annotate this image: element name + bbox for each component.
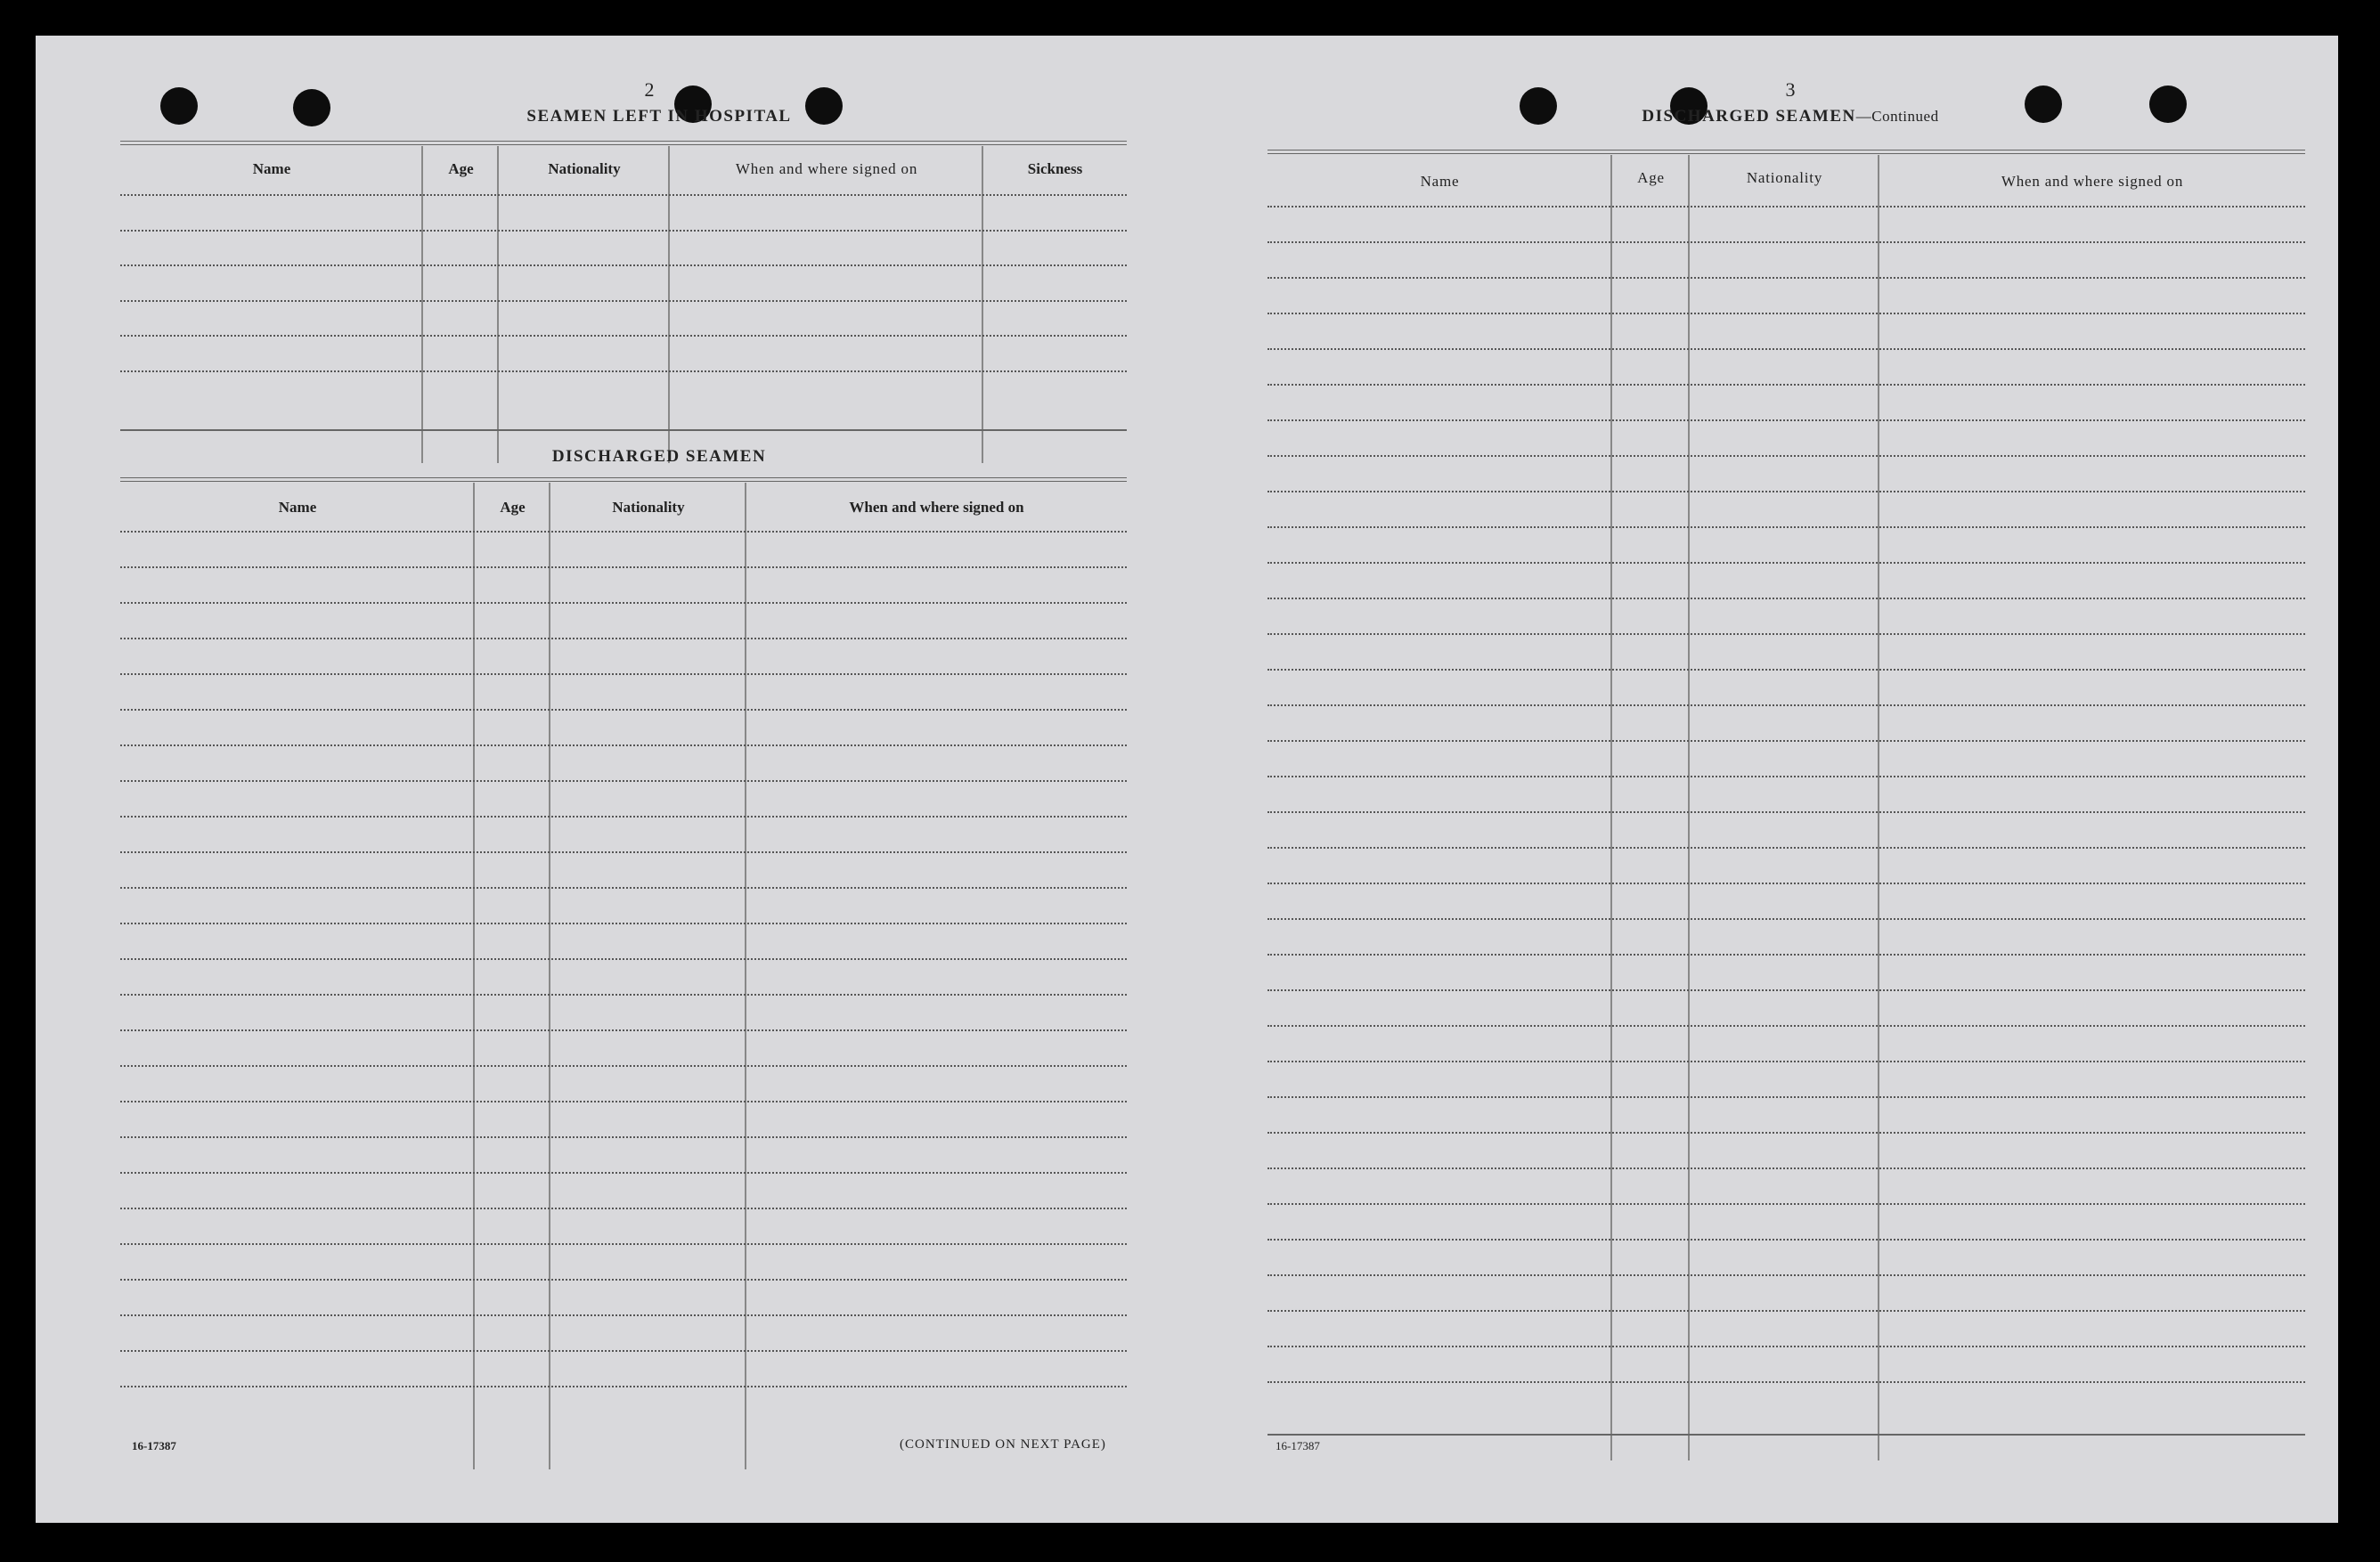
punch-hole [1520, 87, 1557, 125]
left-page-number: 2 [644, 78, 655, 101]
discharged-col-divider [745, 483, 746, 1469]
punch-hole [293, 89, 330, 126]
discharged-col-name: Name [278, 499, 317, 516]
table-row-line [1267, 1167, 2305, 1169]
right-col-signed-on: When and where signed on [2001, 173, 2184, 190]
right-table-top-rule [1267, 150, 2305, 154]
punch-hole [2025, 85, 2062, 123]
table-row-line [1267, 918, 2305, 920]
table-row-line [120, 709, 1127, 711]
table-row-line [120, 816, 1127, 818]
table-row-line [1267, 1132, 2305, 1134]
table-row-line [120, 1279, 1127, 1281]
right-col-divider [1688, 155, 1690, 1460]
table-row-line [1267, 633, 2305, 635]
right-page-number: 3 [1785, 78, 1796, 101]
table-row-line [120, 531, 1127, 533]
table-row-line [1267, 526, 2305, 528]
hospital-section-title: SEAMEN LEFT IN HOSPITAL [526, 107, 792, 126]
discharged-section-title: DISCHARGED SEAMEN [551, 447, 767, 466]
table-row-line [120, 230, 1127, 232]
table-row-line [1267, 562, 2305, 564]
left-form-number: 16-17387 [132, 1439, 176, 1452]
table-row-line [1267, 1310, 2305, 1312]
table-row-line [120, 1172, 1127, 1174]
table-row-line [120, 994, 1127, 996]
table-row-line [120, 887, 1127, 889]
hospital-table-top-rule [120, 141, 1127, 145]
table-row-line [120, 1208, 1127, 1209]
right-col-age: Age [1637, 169, 1665, 186]
table-row-line [1267, 847, 2305, 849]
table-row-line [1267, 206, 2305, 207]
table-row-line [120, 1386, 1127, 1387]
table-row-line [1267, 455, 2305, 457]
table-row-line [120, 744, 1127, 746]
table-row-line [1267, 776, 2305, 777]
hospital-col-sickness: Sickness [1027, 160, 1083, 177]
continued-note: (CONTINUED ON NEXT PAGE) [900, 1437, 1106, 1452]
table-row-line [1267, 1096, 2305, 1098]
discharged-col-nationality: Nationality [612, 499, 685, 516]
right-table-bottom-rule [1267, 1434, 2305, 1436]
table-row-line [1267, 313, 2305, 314]
table-row-line [1267, 704, 2305, 706]
table-row-line [1267, 811, 2305, 813]
table-row-line [1267, 491, 2305, 492]
table-row-line [1267, 1274, 2305, 1276]
table-row-line [120, 300, 1127, 302]
table-row-line [1267, 740, 2305, 742]
scanned-sheet [36, 36, 2338, 1523]
table-row-line [1267, 1239, 2305, 1241]
punch-hole [160, 87, 198, 125]
table-row-line [1267, 1381, 2305, 1383]
hospital-col-name: Name [252, 160, 291, 177]
right-section-title-suffix: —Continued [1855, 108, 1939, 125]
table-row-line [120, 851, 1127, 853]
table-row-line [120, 1350, 1127, 1352]
discharged-col-signed-on: When and where signed on [849, 499, 1024, 516]
table-row-line [120, 923, 1127, 924]
table-row-line [120, 1243, 1127, 1245]
right-form-number: 16-17387 [1276, 1439, 1320, 1452]
table-row-line [1267, 241, 2305, 243]
discharged-col-divider [473, 483, 475, 1469]
hospital-col-age: Age [448, 160, 474, 177]
right-col-nationality: Nationality [1746, 169, 1823, 186]
right-section-title [1612, 107, 1968, 126]
table-row-line [120, 1029, 1127, 1031]
right-section-title-text: DISCHARGED SEAMEN [1642, 107, 1856, 126]
table-row-line [1267, 954, 2305, 956]
punch-hole [2149, 85, 2187, 123]
table-row-line [120, 1065, 1127, 1067]
table-row-line [1267, 1061, 2305, 1062]
table-row-line [1267, 384, 2305, 386]
table-row-line [120, 638, 1127, 639]
discharged-col-divider [549, 483, 550, 1469]
table-row-line [120, 958, 1127, 960]
table-row-line [1267, 277, 2305, 279]
table-row-line [120, 335, 1127, 337]
right-col-name: Name [1420, 173, 1460, 190]
table-row-line [120, 1314, 1127, 1316]
table-row-line [120, 1101, 1127, 1102]
table-row-line [120, 194, 1127, 196]
hospital-table-bottom-rule [120, 429, 1127, 431]
right-col-divider [1878, 155, 1879, 1460]
table-row-line [120, 602, 1127, 604]
table-row-line [120, 264, 1127, 266]
right-col-divider [1610, 155, 1612, 1460]
table-row-line [120, 370, 1127, 372]
table-row-line [1267, 669, 2305, 671]
table-row-line [120, 1136, 1127, 1138]
discharged-col-age: Age [500, 499, 526, 516]
table-row-line [1267, 598, 2305, 599]
table-row-line [120, 780, 1127, 782]
table-row-line [1267, 883, 2305, 884]
table-row-line [1267, 1346, 2305, 1347]
table-row-line [120, 673, 1127, 675]
table-row-line [1267, 348, 2305, 350]
table-row-line [1267, 1203, 2305, 1205]
hospital-col-signed-on: When and where signed on [735, 160, 918, 177]
table-row-line [1267, 989, 2305, 991]
hospital-col-nationality: Nationality [548, 160, 621, 177]
table-row-line [1267, 419, 2305, 421]
table-row-line [1267, 1025, 2305, 1027]
discharged-table-top-rule [120, 477, 1127, 482]
table-row-line [120, 566, 1127, 568]
